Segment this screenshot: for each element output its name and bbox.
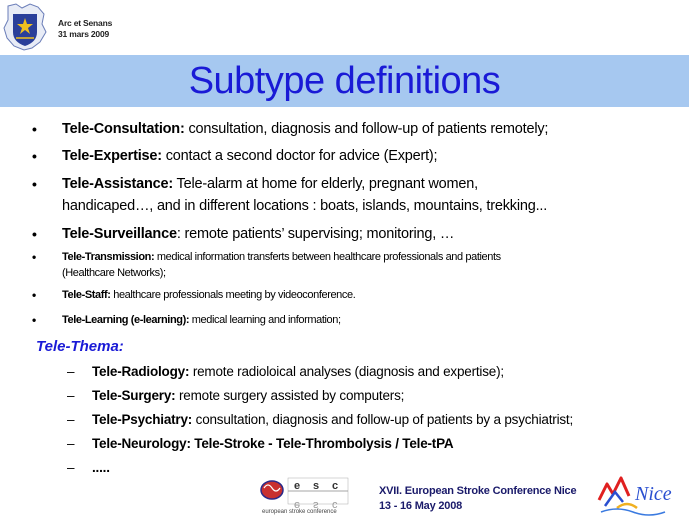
thema-term: Tele-Radiology:	[92, 364, 190, 379]
svg-text:Nice: Nice	[635, 483, 672, 505]
bullet-dot: •	[32, 176, 37, 192]
bullet-dot: •	[32, 148, 37, 164]
esc-letter-c: c	[332, 480, 339, 492]
esc-caption: european stroke conference	[262, 509, 337, 515]
bullet-dot: •	[32, 288, 36, 302]
esc-logo-icon	[258, 472, 354, 516]
dash: –	[67, 436, 75, 451]
bullet-term: Tele-Expertise:	[62, 148, 162, 164]
bullet-text: : remote patients’ supervising; monitoring, …	[176, 226, 455, 242]
thema-text: consultation, diagnosis and follow-up of patients by a psychiatrist;	[192, 412, 574, 427]
svg-text:s: s	[313, 499, 319, 511]
bullet-text-continued: (Healthcare Networks);	[62, 267, 166, 279]
bullet-term: Tele-Consultation:	[62, 121, 185, 137]
bullet-text: healthcare professionals meeting by videoconference.	[110, 289, 356, 301]
bullet-text: Tele-alarm at home for elderly, pregnant women,	[172, 176, 478, 192]
thema-term: Tele-Psychiatry:	[92, 412, 193, 427]
header-meta	[58, 18, 112, 40]
bullet-dot: •	[32, 313, 36, 327]
esc-letter-e: e	[294, 480, 301, 492]
conference-line: XVII. European Stroke Conference Nice	[379, 485, 577, 497]
bullet-term: Tele-Learning (e-learning):	[62, 314, 190, 326]
bullet-term: Tele-Assistance:	[62, 176, 173, 192]
header-date: 31 mars 2009	[58, 29, 110, 39]
svg-text:c: c	[332, 499, 338, 511]
esc-letter-s: s	[313, 480, 320, 492]
thema-text: remote radioloical analyses (diagnosis and expertise);	[189, 364, 504, 379]
nice-logo-icon	[597, 470, 687, 516]
thema-term: .....	[92, 460, 110, 475]
bullet-dot: •	[32, 250, 36, 264]
bullet-dot: •	[32, 226, 37, 242]
bullet-text: medical information transferts between healthcare professionals and patients	[154, 251, 501, 263]
bullet-term: Tele-Staff:	[62, 289, 111, 301]
bullet-text: consultation, diagnosis and follow-up of patients remotely;	[184, 121, 549, 137]
page-title: Subtype definitions	[188, 60, 501, 102]
conference-dates: 13 - 16 May 2008	[379, 500, 463, 512]
dash: –	[67, 460, 75, 475]
dash: –	[67, 388, 75, 403]
svg-text:e: e	[294, 499, 301, 511]
thema-text: remote surgery assisted by computers;	[175, 388, 405, 403]
crest-logo-icon	[2, 2, 48, 52]
thema-heading: Tele-Thema:	[36, 338, 124, 355]
conference-info	[379, 484, 576, 514]
thema-term: Tele-Neurology: Tele-Stroke - Tele-Thrombolysis / Tele-tPA	[92, 436, 454, 451]
bullet-dot: •	[32, 121, 37, 137]
dash: –	[67, 412, 75, 427]
thema-term: Tele-Surgery:	[92, 388, 176, 403]
bullet-term: Tele-Transmission:	[62, 251, 155, 263]
bullet-text: contact a second doctor for advice (Expert);	[161, 148, 438, 164]
bullet-text-continued: handicaped…, and in different locations : boats, islands, mountains, trekking...	[62, 198, 548, 214]
bullet-term: Tele-Surveillance	[62, 226, 177, 242]
header-event: Arc et Senans	[58, 18, 113, 28]
bullet-text: medical learning and information;	[189, 314, 341, 326]
dash: –	[67, 364, 75, 379]
